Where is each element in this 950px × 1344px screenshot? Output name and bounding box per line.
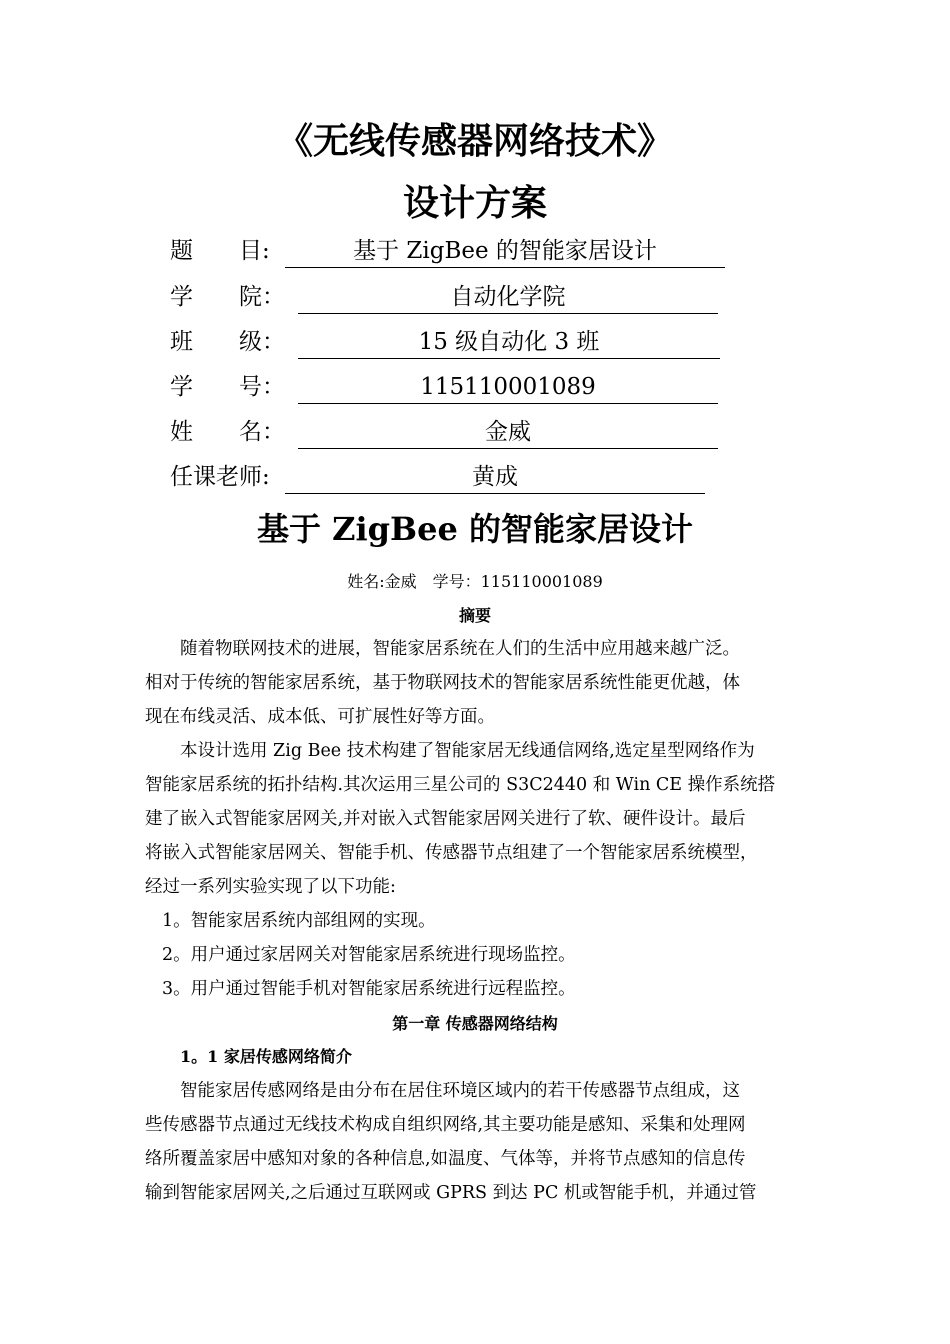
abstract-line: 随着物联网技术的进展，智能家居系统在人们的生活中应用越来越广泛。 bbox=[180, 639, 740, 659]
field-label: 学 号： bbox=[170, 374, 285, 400]
author-line: 姓名:金威 学号：115110001089 bbox=[347, 572, 603, 591]
field-value: 自动化学院 bbox=[298, 279, 718, 314]
field-label: 任课老师: bbox=[170, 464, 270, 490]
body-line: 智能家居传感网络是由分布在居住环境区域内的若干传感器节点组成，这 bbox=[180, 1081, 740, 1101]
abstract-line: 现在布线灵活、成本低、可扩展性好等方面。 bbox=[145, 707, 495, 727]
field-label: 学 院： bbox=[170, 284, 285, 310]
abstract-line: 本设计选用 Zig Bee 技术构建了智能家居无线通信网络,选定星型网络作为 bbox=[180, 741, 755, 761]
function-item: 1。智能家居系统内部组网的实现。 bbox=[162, 911, 436, 931]
cover-title: 《无线传感器网络技术》 bbox=[276, 120, 673, 162]
function-item: 2。用户通过家居网关对智能家居系统进行现场监控。 bbox=[162, 945, 576, 965]
field-label: 姓 名： bbox=[170, 419, 285, 445]
field-value: 115110001089 bbox=[298, 369, 718, 404]
section-heading: 1。1 家居传感网络简介 bbox=[180, 1047, 352, 1066]
abstract-line: 智能家居系统的拓扑结构.其次运用三星公司的 S3C2440 和 Win CE 操作系统搭 bbox=[145, 775, 776, 795]
field-value: 基于 ZigBee 的智能家居设计 bbox=[285, 233, 725, 268]
body-line: 络所覆盖家居中感知对象的各种信息,如温度、气体等，并将节点感知的信息传 bbox=[145, 1149, 746, 1169]
body-line: 些传感器节点通过无线技术构成自组织网络,其主要功能是感知、采集和处理网 bbox=[145, 1115, 746, 1135]
abstract-line: 相对于传统的智能家居系统，基于物联网技术的智能家居系统性能更优越，体 bbox=[145, 673, 740, 693]
abstract-heading: 摘要 bbox=[458, 606, 491, 625]
cover-subtitle: 设计方案 bbox=[402, 182, 547, 224]
function-item: 3。用户通过智能手机对智能家居系统进行远程监控。 bbox=[162, 979, 576, 999]
abstract-line: 建了嵌入式智能家居网关,并对嵌入式智能家居网关进行了软、硬件设计。最后 bbox=[145, 809, 746, 829]
article-title: 基于 ZigBee 的智能家居设计 bbox=[257, 510, 693, 548]
field-value: 金威 bbox=[298, 414, 718, 449]
field-value: 黄成 bbox=[285, 459, 705, 494]
chapter-heading: 第一章 传感器网络结构 bbox=[392, 1014, 558, 1033]
field-value: 15 级自动化 3 班 bbox=[298, 324, 720, 359]
field-label: 题 目: bbox=[170, 238, 270, 264]
abstract-line: 将嵌入式智能家居网关、智能手机、传感器节点组建了一个智能家居系统模型， bbox=[145, 843, 758, 863]
abstract-line: 经过一系列实验实现了以下功能: bbox=[145, 877, 396, 897]
field-label: 班 级： bbox=[170, 329, 285, 355]
body-line: 输到智能家居网关,之后通过互联网或 GPRS 到达 PC 机或智能手机，并通过管 bbox=[145, 1183, 757, 1203]
